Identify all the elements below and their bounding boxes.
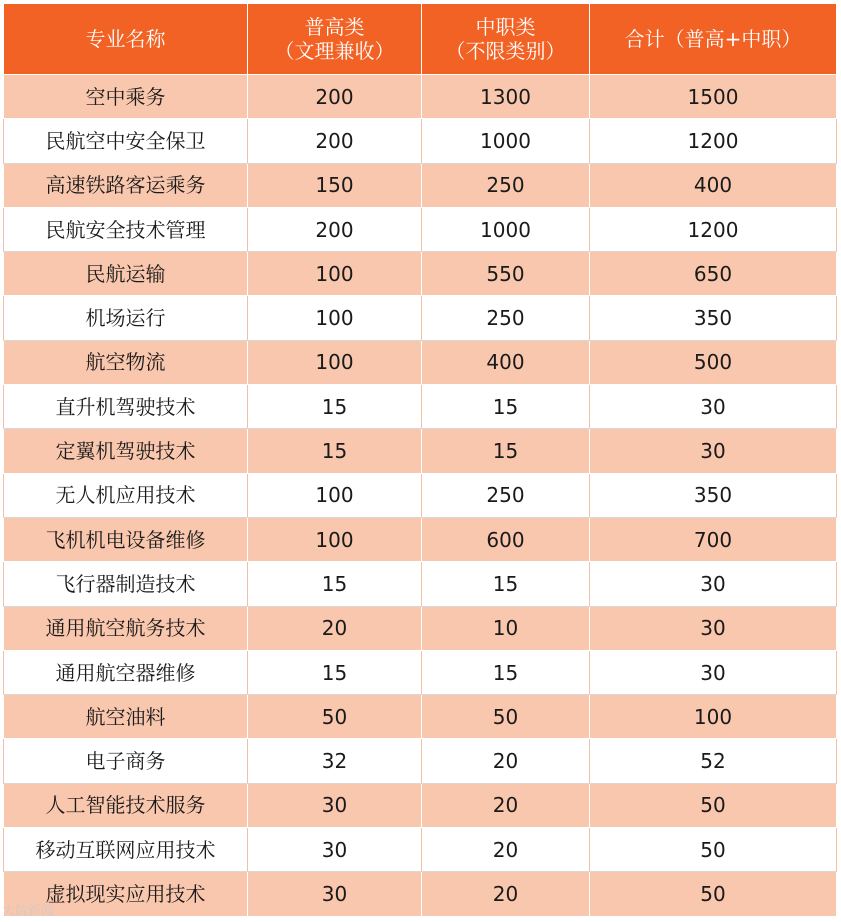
cell-zhongzhi-count: 20 xyxy=(422,872,590,916)
table-row xyxy=(4,606,837,650)
cell-total-count: 30 xyxy=(590,385,837,429)
cell-total-count: 1200 xyxy=(590,119,837,163)
table-row xyxy=(4,385,837,429)
table-header xyxy=(4,4,837,75)
header-major-name: 专业名称 xyxy=(4,4,248,75)
cell-total-count: 50 xyxy=(590,783,837,827)
cell-zhongzhi-count: 20 xyxy=(422,783,590,827)
cell-major-name: 定翼机驾驶技术 xyxy=(4,429,248,473)
table-row xyxy=(4,207,837,251)
cell-pugao-count: 150 xyxy=(248,163,422,207)
cell-total-count: 100 xyxy=(590,695,837,739)
cell-pugao-count: 15 xyxy=(248,385,422,429)
cell-zhongzhi-count: 250 xyxy=(422,296,590,340)
cell-major-name: 飞机机电设备维修 xyxy=(4,517,248,561)
cell-pugao-count: 32 xyxy=(248,739,422,783)
table-row xyxy=(4,119,837,163)
header-pugao-note: （文理兼收） xyxy=(274,39,395,63)
watermark-text: 大皖新闻 xyxy=(2,904,55,919)
table-row xyxy=(4,75,837,119)
cell-major-name: 航空物流 xyxy=(4,340,248,384)
cell-pugao-count: 100 xyxy=(248,517,422,561)
header-zhongzhi-title: 中职类 xyxy=(475,15,536,39)
cell-zhongzhi-count: 20 xyxy=(422,739,590,783)
cell-total-count: 30 xyxy=(590,562,837,606)
cell-major-name: 人工智能技术服务 xyxy=(4,783,248,827)
cell-total-count: 650 xyxy=(590,252,837,296)
cell-major-name: 通用航空航务技术 xyxy=(4,606,248,650)
cell-zhongzhi-count: 1300 xyxy=(422,75,590,119)
table-row xyxy=(4,562,837,606)
table-row xyxy=(4,783,837,827)
cell-pugao-count: 15 xyxy=(248,650,422,694)
cell-pugao-count: 200 xyxy=(248,207,422,251)
cell-pugao-count: 200 xyxy=(248,119,422,163)
cell-total-count: 350 xyxy=(590,296,837,340)
cell-zhongzhi-count: 10 xyxy=(422,606,590,650)
cell-total-count: 50 xyxy=(590,872,837,916)
cell-pugao-count: 15 xyxy=(248,429,422,473)
cell-zhongzhi-count: 15 xyxy=(422,562,590,606)
table-row xyxy=(4,296,837,340)
table-row xyxy=(4,429,837,473)
cell-zhongzhi-count: 15 xyxy=(422,385,590,429)
cell-zhongzhi-count: 20 xyxy=(422,828,590,872)
cell-pugao-count: 30 xyxy=(248,872,422,916)
cell-pugao-count: 100 xyxy=(248,252,422,296)
cell-major-name: 飞行器制造技术 xyxy=(4,562,248,606)
table-row xyxy=(4,872,837,916)
cell-zhongzhi-count: 550 xyxy=(422,252,590,296)
cell-zhongzhi-count: 250 xyxy=(422,473,590,517)
table-row xyxy=(4,695,837,739)
header-pugao xyxy=(248,4,422,75)
cell-pugao-count: 100 xyxy=(248,340,422,384)
table-row xyxy=(4,473,837,517)
cell-zhongzhi-count: 250 xyxy=(422,163,590,207)
cell-major-name: 高速铁路客运乘务 xyxy=(4,163,248,207)
cell-major-name: 电子商务 xyxy=(4,739,248,783)
cell-pugao-count: 50 xyxy=(248,695,422,739)
cell-zhongzhi-count: 15 xyxy=(422,429,590,473)
cell-total-count: 400 xyxy=(590,163,837,207)
cell-total-count: 30 xyxy=(590,606,837,650)
cell-total-count: 350 xyxy=(590,473,837,517)
cell-major-name: 直升机驾驶技术 xyxy=(4,385,248,429)
cell-pugao-count: 20 xyxy=(248,606,422,650)
table-row xyxy=(4,650,837,694)
header-pugao-title: 普高类 xyxy=(304,15,365,39)
cell-zhongzhi-count: 1000 xyxy=(422,207,590,251)
watermark-logo xyxy=(2,900,54,919)
cell-major-name: 民航安全技术管理 xyxy=(4,207,248,251)
cell-zhongzhi-count: 50 xyxy=(422,695,590,739)
table-body xyxy=(4,75,837,917)
cell-pugao-count: 15 xyxy=(248,562,422,606)
table-row xyxy=(4,163,837,207)
cell-major-name: 空中乘务 xyxy=(4,75,248,119)
cell-pugao-count: 200 xyxy=(248,75,422,119)
header-row xyxy=(4,4,837,75)
cell-major-name: 通用航空器维修 xyxy=(4,650,248,694)
table-row xyxy=(4,252,837,296)
cell-major-name: 民航空中安全保卫 xyxy=(4,119,248,163)
cell-pugao-count: 30 xyxy=(248,828,422,872)
cell-zhongzhi-count: 15 xyxy=(422,650,590,694)
table-row xyxy=(4,739,837,783)
cell-total-count: 1500 xyxy=(590,75,837,119)
cell-major-name: 无人机应用技术 xyxy=(4,473,248,517)
header-zhongzhi xyxy=(422,4,590,75)
cell-zhongzhi-count: 1000 xyxy=(422,119,590,163)
cell-major-name: 虚拟现实应用技术 xyxy=(4,872,248,916)
cell-zhongzhi-count: 600 xyxy=(422,517,590,561)
header-total: 合计（普高+中职） xyxy=(590,4,837,75)
cell-total-count: 50 xyxy=(590,828,837,872)
cell-major-name: 移动互联网应用技术 xyxy=(4,828,248,872)
table-row xyxy=(4,828,837,872)
cell-total-count: 30 xyxy=(590,650,837,694)
cell-zhongzhi-count: 400 xyxy=(422,340,590,384)
enrollment-table-wrapper xyxy=(3,3,837,917)
cell-pugao-count: 100 xyxy=(248,473,422,517)
enrollment-table xyxy=(3,3,837,917)
cell-pugao-count: 30 xyxy=(248,783,422,827)
cell-total-count: 52 xyxy=(590,739,837,783)
cell-total-count: 30 xyxy=(590,429,837,473)
cell-major-name: 机场运行 xyxy=(4,296,248,340)
cell-major-name: 民航运输 xyxy=(4,252,248,296)
cell-total-count: 500 xyxy=(590,340,837,384)
cell-total-count: 700 xyxy=(590,517,837,561)
cell-total-count: 1200 xyxy=(590,207,837,251)
cell-major-name: 航空油料 xyxy=(4,695,248,739)
cell-pugao-count: 100 xyxy=(248,296,422,340)
header-zhongzhi-note: （不限类别） xyxy=(445,39,566,63)
table-row xyxy=(4,517,837,561)
table-row xyxy=(4,340,837,384)
